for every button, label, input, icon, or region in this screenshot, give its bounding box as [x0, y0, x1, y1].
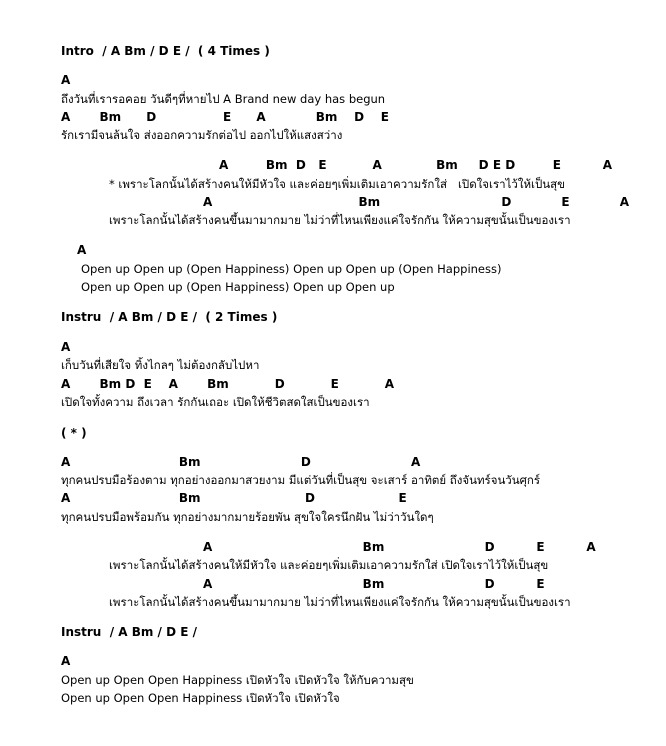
chord-line: A: [77, 243, 87, 257]
instru-line: Instru / A Bm / D E /: [61, 625, 198, 639]
chord-line: A Bm D E: [61, 491, 407, 505]
chord-line: A: [61, 73, 71, 87]
lyric-line: เก็บวันที่เสียใจ ทิ้งไกลๆ ไม่ต้องกลับไปหา: [61, 358, 260, 372]
lyric-line: ทุกคนปรบมือพร้อมกัน ทุกอย่างมากมายร้อยพัน สุขใจใครนึกฝัน ไม่ว่าวันใดๆ: [61, 510, 434, 524]
chord-line: A: [61, 654, 71, 668]
lyric-line: Open up Open up (Open Happiness) Open up Open up (Open Happiness): [81, 262, 502, 276]
lyric-line: ถึงวันที่เรารอคอย วันดีๆที่หายไป A Brand new day has begun: [61, 92, 386, 106]
instru-line: Instru / A Bm / D E / ( 2 Times ): [61, 310, 278, 324]
lyric-line: Open up Open Open Happiness เปิดหัวใจ เปิดหัวใจ ให้กับความสุข: [61, 673, 414, 687]
lyric-line: ทุกคนปรบมือร้องตาม ทุกอย่างออกมาสวยงาม มีแต่วันที่เป็นสุข จะเสาร์ อาทิตย์ ถึงจันทร์จนวันศุกร์: [61, 473, 541, 487]
chorus-marker: ( * ): [61, 426, 87, 440]
chord-line: A Bm D E A: [203, 195, 630, 209]
chord-line: A Bm D E: [203, 577, 545, 591]
chorus-lyric-line: เพราะโลกนั้นได้สร้างคนให้มีหัวใจ และค่อยๆเพิ่มเติมเอาความรักใส่ เปิดใจเราไว้ให้เป็นสุข: [109, 558, 549, 572]
lyric-line: Open up Open up (Open Happiness) Open up Open up: [81, 280, 395, 294]
chorus-lyric-line: เพราะโลกนั้นได้สร้างคนขึ้นมามากมาย ไม่ว่าที่ไหนเพียงแค่ใจรักกัน ให้ความสุขนั้นเป็นของเรา: [109, 595, 571, 609]
intro-line: Intro / A Bm / D E / ( 4 Times ): [61, 44, 270, 58]
chorus-lyric-line: เพราะโลกนั้นได้สร้างคนขึ้นมามากมาย ไม่ว่าที่ไหนเพียงแค่ใจรักกัน ให้ความสุขนั้นเป็นของเรา: [109, 213, 571, 227]
lyric-line: Open up Open Open Happiness เปิดหัวใจ เปิดหัวใจ: [61, 691, 340, 705]
chord-line: A Bm D E A Bm D E D E A: [219, 158, 613, 172]
lyric-line: เปิดใจทั้งความ ถึงเวลา รักกันเถอะ เปิดให้ชีวิตสดใสเป็นของเรา: [61, 395, 370, 409]
chord-line: A Bm D E A Bm D E: [61, 110, 389, 124]
chord-line: A Bm D A: [61, 455, 421, 469]
chord-line: A: [61, 340, 71, 354]
chord-line: A Bm D E A Bm D E A: [61, 377, 395, 391]
lyric-line: รักเรามีจนล้นใจ ส่งออกความรักต่อไป ออกไปให้แสงสว่าง: [61, 128, 343, 142]
chorus-lyric-line: * เพราะโลกนั้นได้สร้างคนให้มีหัวใจ และค่อยๆเพิ่มเติมเอาความรักใส่ เปิดใจเราไว้ให้เป็นสุข: [109, 177, 566, 191]
chord-line: A Bm D E A: [203, 540, 596, 554]
